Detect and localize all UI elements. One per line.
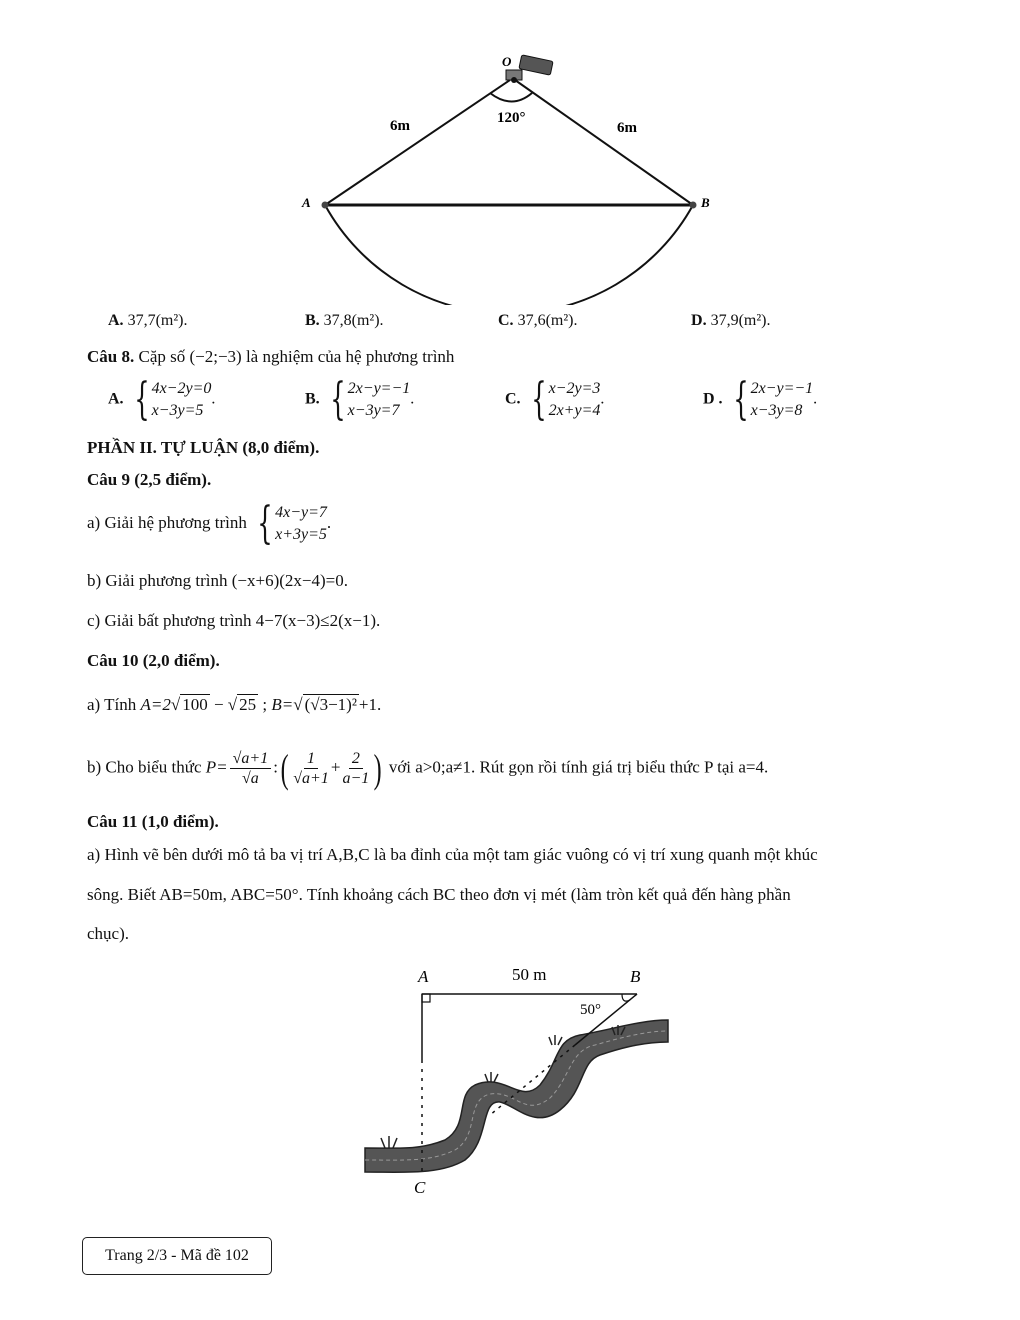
label-C2: C [414, 1178, 426, 1197]
q11-line2: sông. Biết AB=50m, ABC=50°. Tính khoảng cách BC theo đơn vị mét (làm tròn kết quả đến hàng phần [87, 885, 791, 904]
q10-b: b) Cho biểu thức P= $\frac{√a+1}{√a}$ :( $\frac{1}{√a+1}$ + $\frac{2}{a-1}$ ) với a>0;a≠1. Rút gọn rồi tính giá trị biểu thức P tại a=4. [87, 746, 769, 791]
camera-icon [506, 55, 553, 83]
q9-b: b) Giải phương trình (−x+6)(2x−4)=0. [87, 571, 348, 590]
q7-options [108, 312, 888, 330]
angle-B-label: 50° [580, 1002, 601, 1018]
q7-option-a[interactable]: A. 37,7(m²). [108, 312, 188, 329]
q11-title: Câu 11 (1,0 điểm). [87, 812, 219, 831]
q7-option-c[interactable]: C. 37,6(m²). [498, 312, 578, 329]
q8-option-b[interactable]: B. { 2x−y=−1 x−3y=7 . [305, 374, 415, 425]
radius-OA [325, 80, 510, 205]
radius-OB [515, 80, 693, 205]
page-footer: Trang 2/3 - Mã đề 102 [82, 1237, 272, 1275]
q10-title: Câu 10 (2,0 điểm). [87, 651, 220, 670]
length-left: 6m [390, 118, 410, 134]
angle-label: 120° [497, 110, 526, 126]
q11-line3: chục). [87, 924, 130, 943]
length-right: 6m [617, 120, 637, 136]
q8-option-a[interactable]: A. { 4x−2y=0 x−3y=5 . [108, 374, 216, 425]
q8-label: Câu 8. [87, 347, 135, 366]
q8-question [87, 347, 454, 367]
q8-option-d[interactable]: D . { 2x−y=−1 x−3y=8 . [703, 374, 818, 425]
q9-title: Câu 9 (2,5 điểm). [87, 470, 212, 489]
q10-a: a) Tính A=2√ 100 − √ 25 ; B=√ (√3−1)² +1. [87, 695, 382, 714]
angle-mark [622, 994, 630, 1001]
q11-line1: a) Hình vẽ bên dưới mô tả ba vị trí A,B,C là ba đỉnh của một tam giác vuông có vị trí xung quanh một khúc [87, 845, 818, 864]
q9-c: c) Giải bất phương trình 4−7(x−3)≤2(x−1). [87, 611, 381, 630]
q7-option-b[interactable]: B. 37,8(m²). [304, 312, 384, 329]
label-O: O [502, 54, 512, 69]
right-angle-mark [422, 994, 430, 1002]
sector-arc [325, 205, 693, 305]
label-B: B [701, 195, 710, 210]
river [365, 1020, 668, 1172]
part2-heading: PHẦN II. TỰ LUẬN (8,0 điểm). [87, 438, 320, 457]
angle-arc [490, 93, 532, 102]
label-B2: B [630, 967, 641, 986]
sector-figure [290, 50, 730, 305]
label-A2: A [418, 967, 429, 986]
length-AB: 50 m [512, 965, 547, 984]
q8-option-c[interactable]: C. { x−2y=3 2x+y=4 . [505, 374, 605, 425]
q7-option-d[interactable]: D. 37,9(m²). [691, 312, 771, 329]
q8-text: Cặp số (−2;−3) là nghiệm của hệ phương trình [138, 347, 455, 366]
q9-a: a) Giải hệ phương trình { 4x−y=7 x+3y=5 . [87, 498, 332, 549]
label-A: A [302, 195, 311, 210]
river-figure [355, 960, 675, 1200]
